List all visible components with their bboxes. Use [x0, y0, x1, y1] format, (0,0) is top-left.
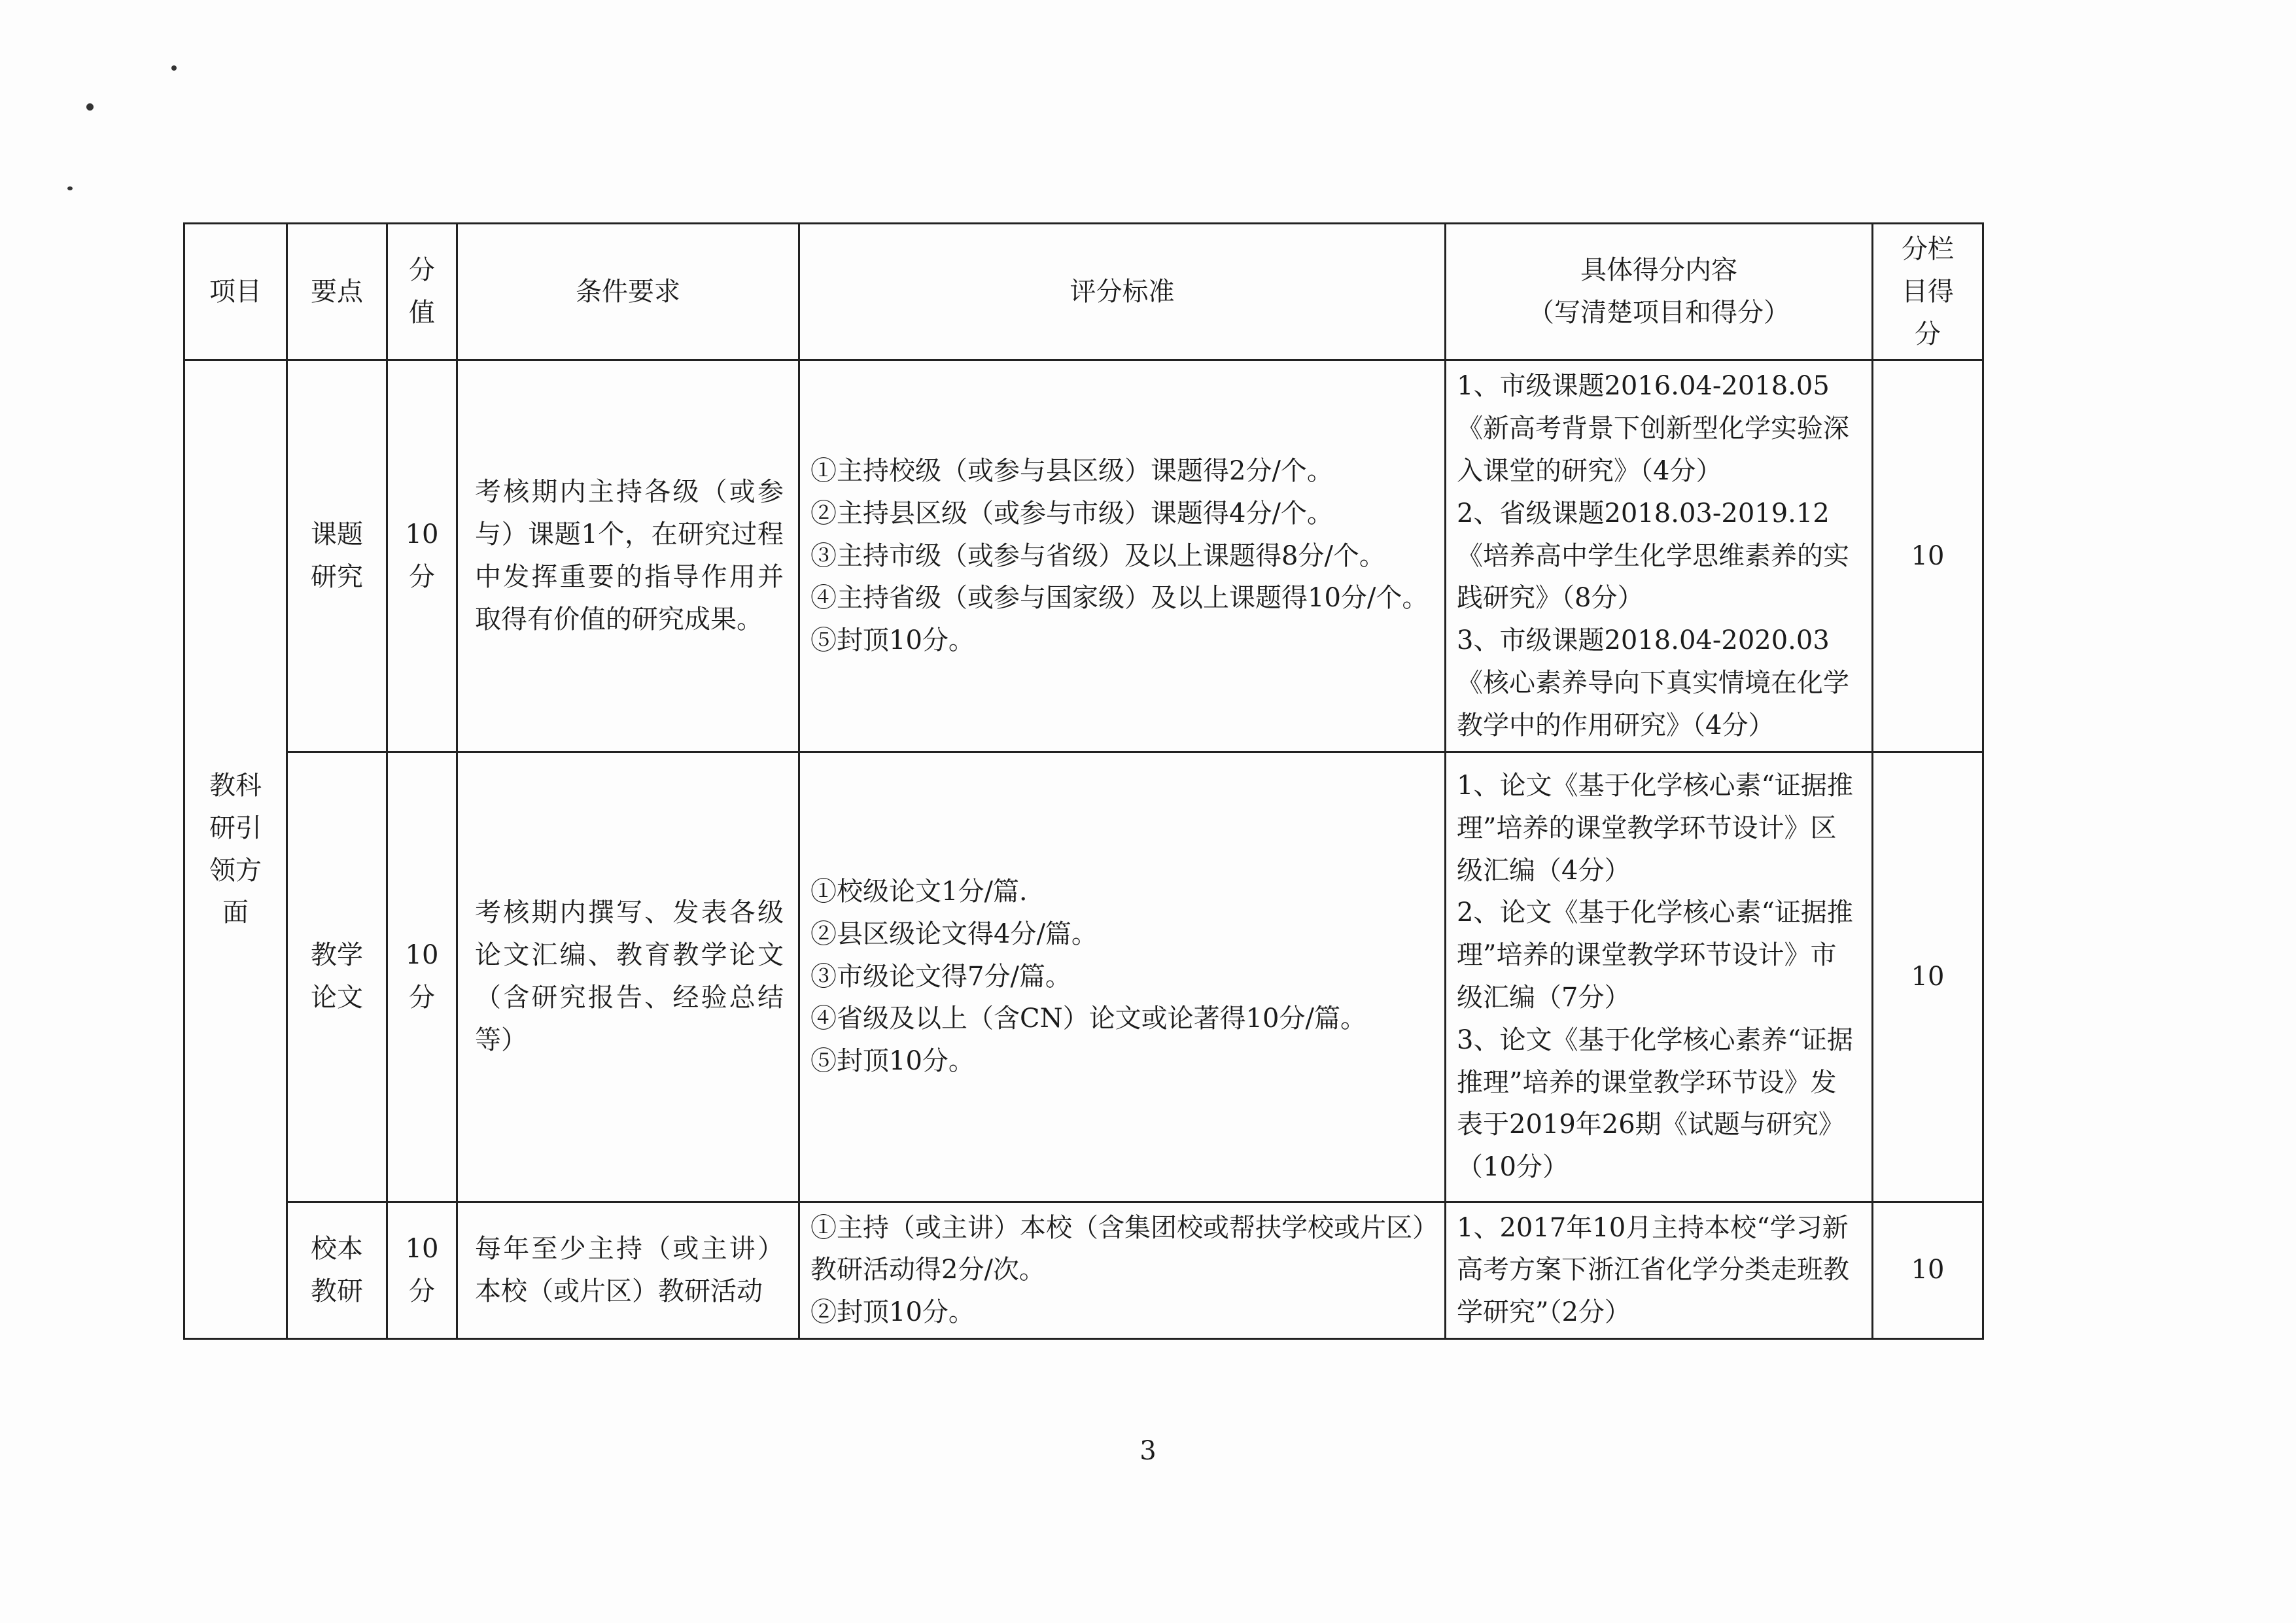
content-item: 2、论文《基于化学核心素“证据推理”培养的课堂教学环节设计》市级汇编（7分） [1457, 898, 1853, 1013]
value-cell: 10 分 [387, 1202, 457, 1338]
header-key-point: 要点 [287, 224, 387, 360]
scan-speck [171, 65, 177, 71]
header-score-value: 分 值 [387, 224, 457, 360]
content-item: 2、省级课题2018.03-2019.12《培养高中学生化学思维素养的实践研究》（8分） [1457, 498, 1849, 614]
value-cell: 10 分 [387, 360, 457, 752]
key-point-cell: 课题 研究 [287, 360, 387, 752]
content-item: 1、市级课题2016.04-2018.05《新高考背景下创新型化学实验深入课堂的研究》（4分） [1457, 371, 1849, 486]
header-standard: 评分标准 [799, 224, 1446, 360]
scan-speck [86, 103, 94, 111]
standard-cell [799, 1202, 1446, 1338]
standard-item: ⑤封顶10分。 [810, 1046, 975, 1077]
content-item: 3、市级课题2018.04-2020.03《核心素养导向下真实情境在化学教学中的作用研究》（4分） [1457, 625, 1849, 741]
standard-item: ③主持市级（或参与省级）及以上课题得8分/个。 [810, 540, 1385, 571]
requirement-cell: 每年至少主持（或主讲）本校（或片区）教研活动 [457, 1202, 799, 1338]
standard-item: ②县区级论文得4分/篇。 [810, 918, 1098, 949]
standard-item: ③市级论文得7分/篇。 [810, 961, 1071, 992]
key-point-cell: 校本 教研 [287, 1202, 387, 1338]
header-column-score: 分栏 目得 分 [1873, 224, 1983, 360]
requirement-cell: 考核期内撰写、发表各级论文汇编、教育教学论文（含研究报告、经验总结等） [457, 752, 799, 1202]
standard-cell [799, 752, 1446, 1202]
header-project: 项目 [184, 224, 287, 360]
table-row [184, 1202, 1983, 1338]
header-row [184, 224, 1983, 360]
content-item: 3、论文《基于化学核心素养“证据推理”培养的课堂教学环节设》发表于2019年26期《试题与研究》（10分） [1457, 1024, 1853, 1183]
standard-item: ②封顶10分。 [810, 1297, 975, 1328]
standard-item: ④主持省级（或参与国家级）及以上课题得10分/个。 [810, 583, 1429, 614]
header-requirements: 条件要求 [457, 224, 799, 360]
content-item: 1、论文《基于化学核心素“证据推理”培养的课堂教学环节设计》区级汇编（4分） [1457, 771, 1853, 886]
header-content: 具体得分内容 （写清楚项目和得分） [1446, 224, 1873, 360]
content-item: 1、2017年10月主持本校“学习新高考方案下浙江省化学分类走班教学研究”（2分） [1457, 1212, 1849, 1328]
standard-item: ①主持（或主讲）本校（含集团校或帮扶学校或片区）教研活动得2分/次。 [810, 1212, 1425, 1285]
standard-item: ②主持县区级（或参与市级）课题得4分/个。 [810, 498, 1333, 529]
standard-cell [799, 360, 1446, 752]
standard-item: ①校级论文1分/篇. [810, 877, 1028, 907]
content-cell [1446, 360, 1873, 752]
standard-item: ④省级及以上（含CN）论文或论著得10分/篇。 [810, 1003, 1366, 1034]
category-cell: 教科 研引 领方 面 [184, 360, 287, 1339]
requirement-cell: 考核期内主持各级（或参与）课题1个，在研究过程中发挥重要的指导作用并取得有价值的研究成果。 [457, 360, 799, 752]
content-cell [1446, 752, 1873, 1202]
standard-item: ①主持校级（或参与县区级）课题得2分/个。 [810, 455, 1333, 486]
score-cell: 10 [1873, 1202, 1983, 1338]
table-row [184, 360, 1983, 752]
table-row [184, 752, 1983, 1202]
score-cell: 10 [1873, 360, 1983, 752]
evaluation-table [183, 222, 1984, 1340]
content-cell [1446, 1202, 1873, 1338]
score-cell: 10 [1873, 752, 1983, 1202]
standard-item: ⑤封顶10分。 [810, 625, 975, 656]
scan-speck [67, 186, 73, 190]
value-cell: 10 分 [387, 752, 457, 1202]
page-number: 3 [1139, 1436, 1157, 1466]
key-point-cell: 教学 论文 [287, 752, 387, 1202]
